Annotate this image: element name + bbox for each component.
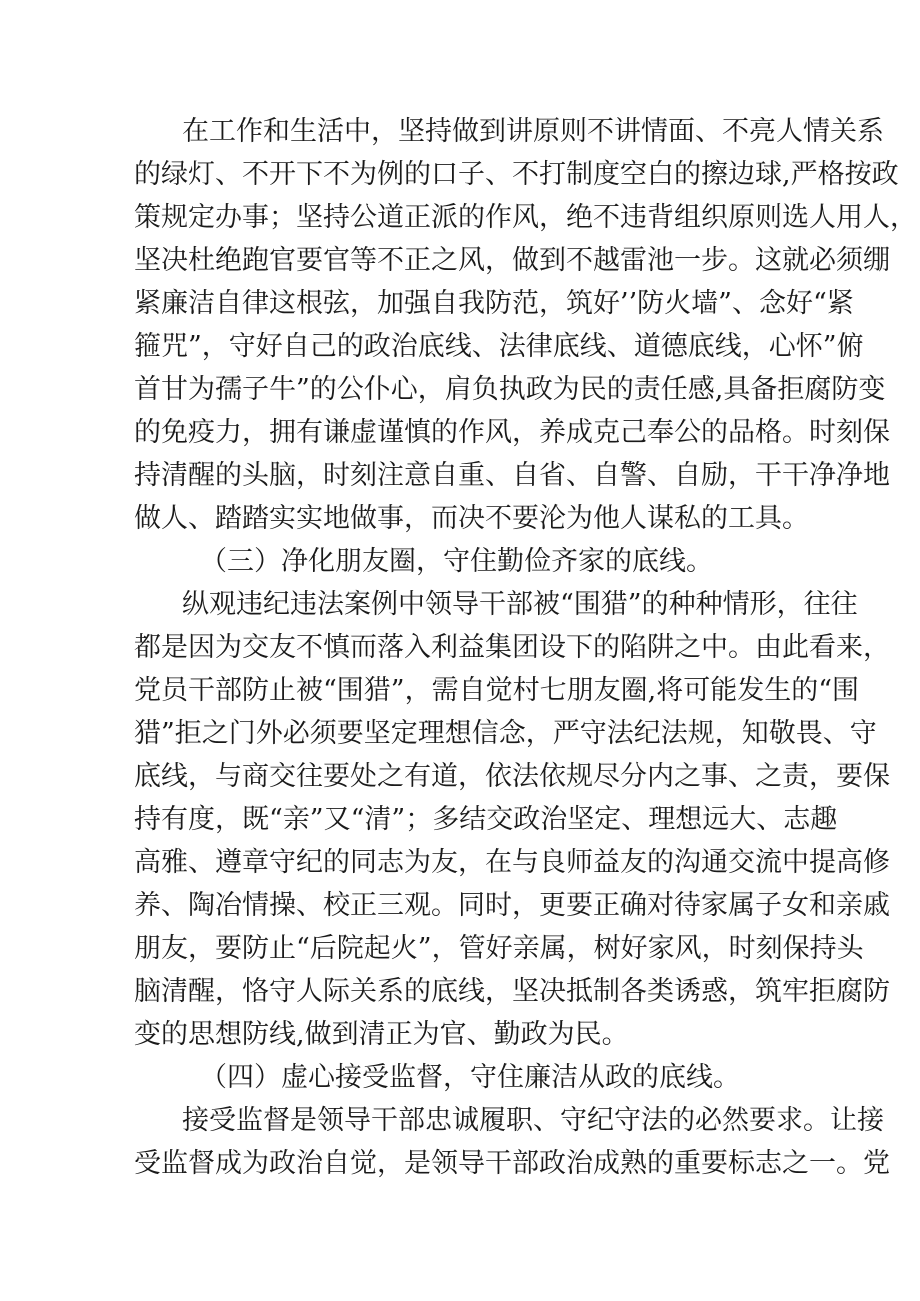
paragraph-line: 坚决杜绝跑官要官等不正之风，做到不越雷池一步。这就必须绷	[134, 245, 890, 276]
paragraph-line: 底线，与商交往要处之有道，依法依规尽分内之事、之责，要保	[134, 761, 890, 792]
paragraph-line: 首甘为孺子牛”的公仆心，肩负执政为民的责任感,具备拒腐防变	[134, 374, 886, 405]
paragraph-line: 持清醒的头脑，时刻注意自重、自省、自警、自励，干干净净地	[134, 460, 890, 491]
paragraph-line: 持有度，既“亲”又“清”；多结交政治坚定、理想远大、志趣	[134, 804, 838, 835]
paragraph-line: 策规定办事；坚持公道正派的作风，绝不违背组织原则选人用人，	[134, 202, 917, 233]
paragraph-line: 高雅、遵章守纪的同志为友，在与良师益友的沟通交流中提高修	[134, 847, 890, 878]
paragraph-line: 受监督成为政治自觉，是领导干部政治成熟的重要标志之一。党	[134, 1148, 890, 1179]
paragraph-line: 都是因为交友不慎而落入利益集团设下的陷阱之中。由此看来，	[134, 632, 890, 663]
paragraph-line: 紧廉洁自律这根弦，加强自我防范，筑好’’防火墙”、念好“紧	[134, 288, 854, 319]
paragraph-line: 猎”拒之门外必须要坚定理想信念，严守法纪法规，知敬畏、守	[134, 718, 877, 749]
paragraph-line: 箍咒”，守好自己的政治底线、法律底线、道德底线，心怀”俯	[134, 331, 864, 362]
paragraph-line: 做人、踏踏实实地做事，而决不要沦为他人谋私的工具。	[134, 503, 809, 534]
paragraph-line: 党员干部防止被“围猎”，需自觉村七朋友圈,将可能发生的“围	[134, 675, 859, 706]
paragraph-line: 朋友，要防止“后院起火”，管好亲属，树好家风，时刻保持头	[134, 933, 864, 964]
paragraph-line: 在工作和生活中，坚持做到讲原则不讲情面、不亮人情关系	[182, 116, 884, 147]
paragraph-line: 接受监督是领导干部忠诚履职、守纪守法的必然要求。让接	[182, 1105, 884, 1136]
paragraph-line: 变的思想防线,做到清正为官、勤政为民。	[134, 1019, 629, 1050]
paragraph-line: 的绿灯、不开下不为例的口子、不打制度空白的擦边球,严格按政	[134, 159, 899, 190]
paragraph-line: 养、陶冶情操、校正三观。同时，更要正确对待家属子女和亲戚	[134, 890, 890, 921]
paragraph-line: 脑清醒，恪守人际关系的底线，坚决抵制各类诱惑，筑牢拒腐防	[134, 976, 890, 1007]
paragraph-line: 的免疫力，拥有谦虚谨慎的作风，养成克己奉公的品格。时刻保	[134, 417, 890, 448]
paragraph-line: 纵观违纪违法案例中领导干部被“围猎”的种种情形，往往	[182, 589, 858, 620]
section-heading-4: （四）虚心接受监督，守住廉洁从政的底线。	[200, 1062, 740, 1093]
section-heading-3: （三）净化朋友圈，守住勤俭齐家的底线。	[200, 546, 713, 577]
